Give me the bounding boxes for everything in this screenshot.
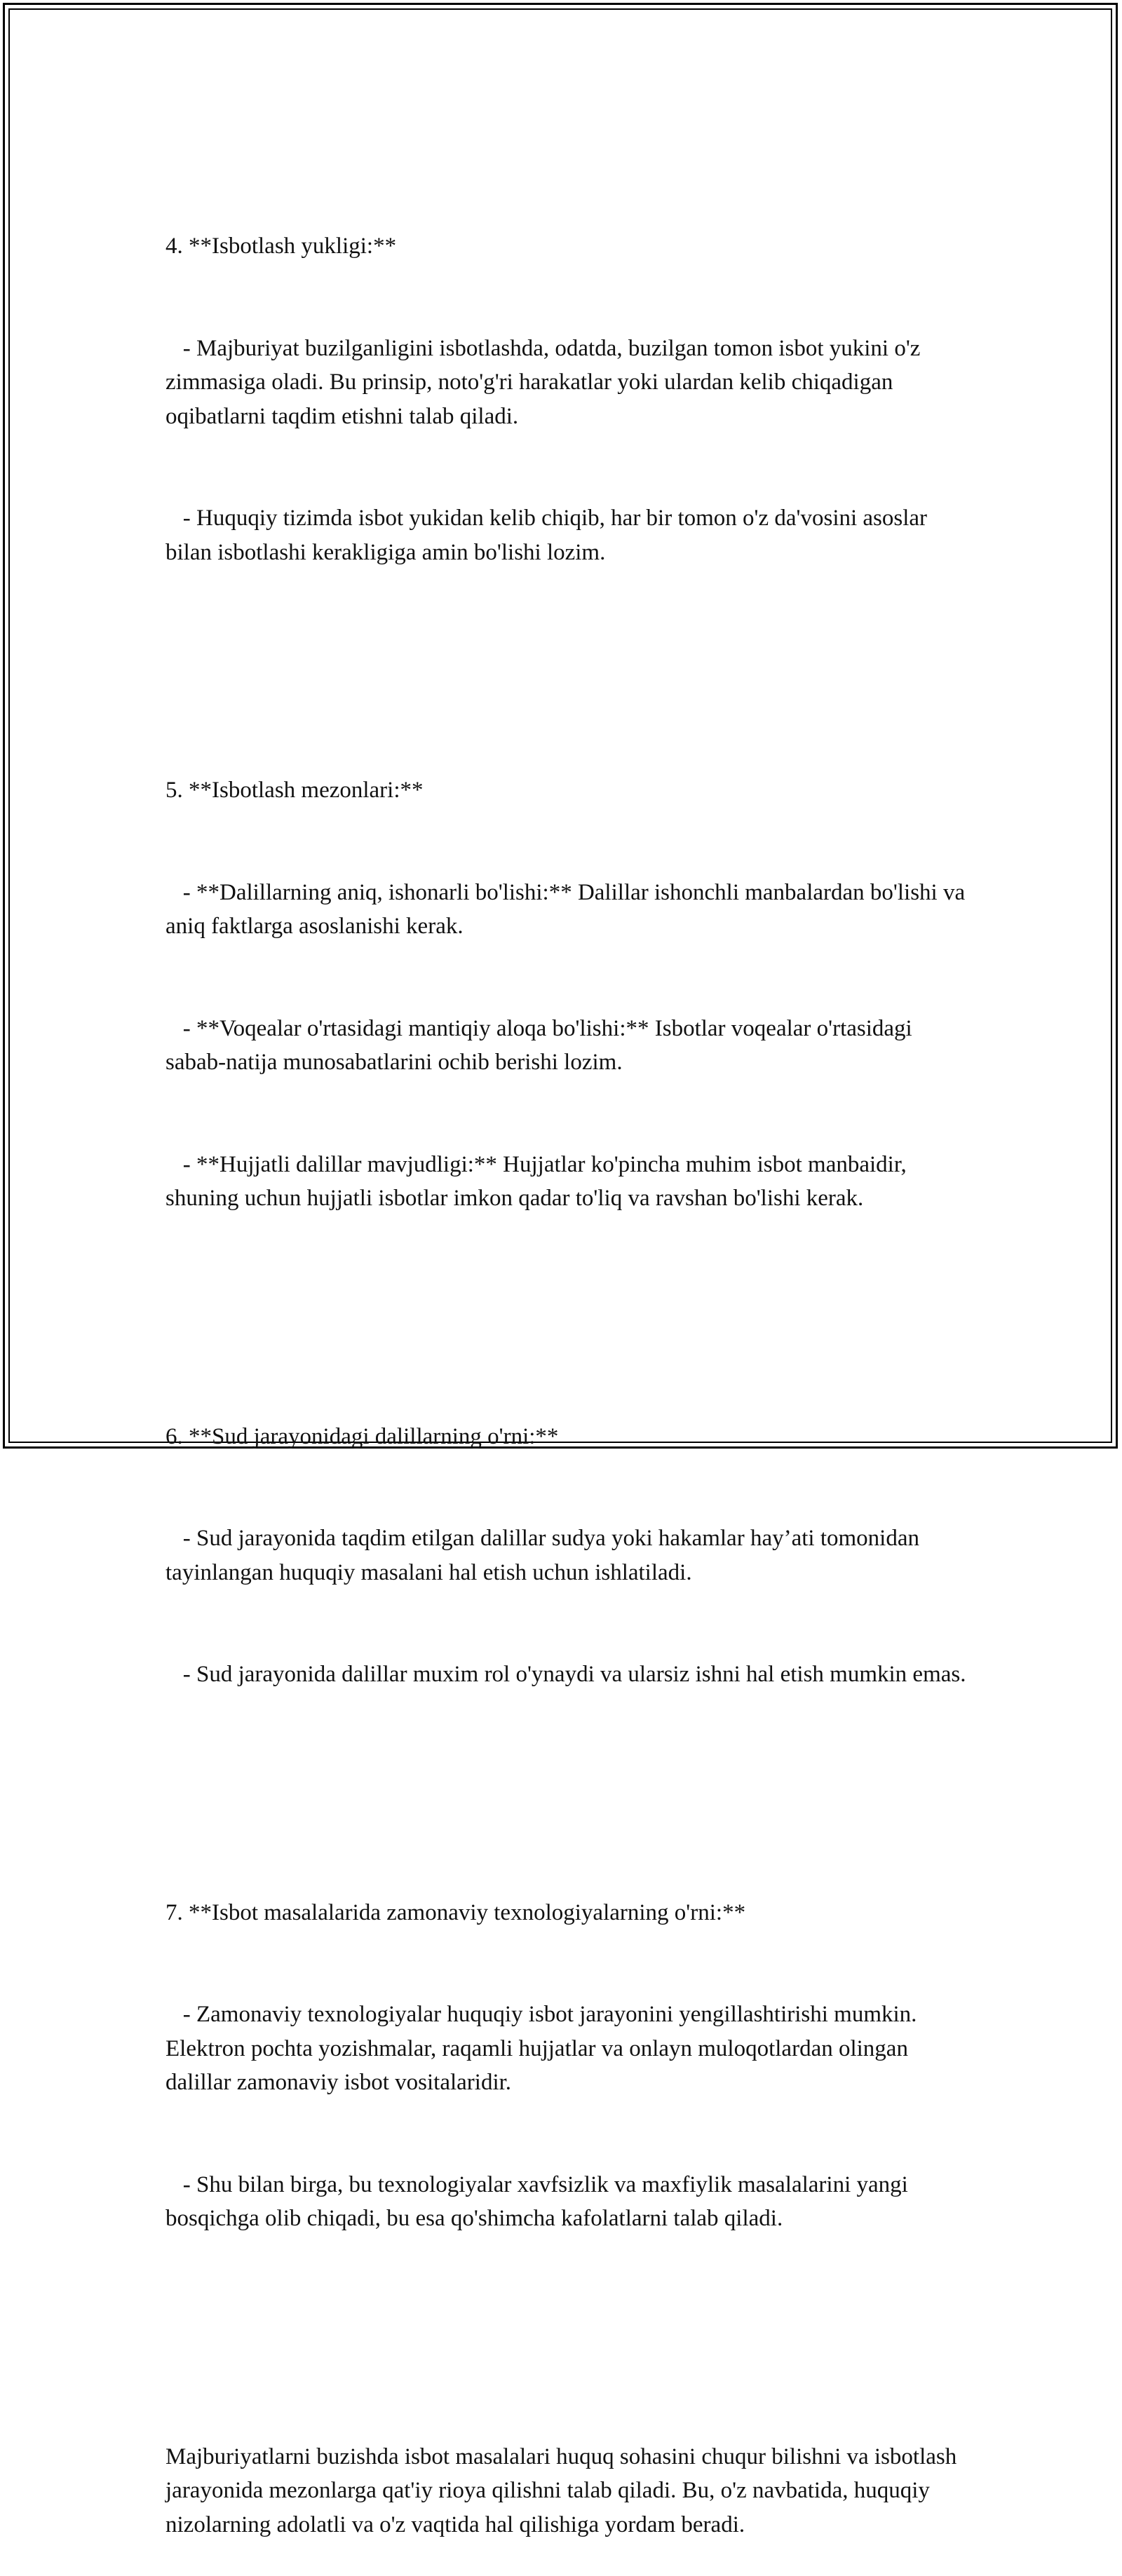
paragraph-gap [165,1760,972,1794]
section-6-item-1: - Sud jarayonida taqdim etilgan dalillar sudya yoki hakamlar hay’ati tomonidan tayinlangan huquqiy masalani hal etish uchun ishlatiladi. [165,1526,926,1585]
section-4-heading: 4. **Isbotlash yukligi:** [165,233,397,259]
section-5-item-3: - **Hujjatli dalillar mavjudligi:** Hujjatlar ko'pincha muhim isbot manbaidir, shuning uchun hujjatli isbotlar imkon qadar to'liq va ravshan bo'lishi kerak. [165,1151,913,1211]
section-7-heading: 7. **Isbot masalalarida zamonaviy texnologiyalarning o'rni:** [165,1899,746,1925]
section-7-item-2: - Shu bilan birga, bu texnologiyalar xavfsizlik va maxfiylik masalalarini yangi bosqichga olib chiqadi, bu esa qo'shimcha kafolatlarni talab qiladi. [165,2171,914,2231]
section-6-heading: 6. **Sud jarayonidagi dalillarning o'rni:** [165,1423,559,1449]
section-5-heading: 5. **Isbotlash mezonlari:** [165,778,424,803]
section-6-item-2: - Sud jarayonida dalillar muxim rol o'ynaydi va ularsiz ishni hal etish mumkin emas. [165,1662,966,1687]
conclusion-paragraph: Majburiyatlarni buzishda isbot masalalari huquq sohasini chuqur bilishni va isbotlash jarayonida mezonlarga qat'iy rioya qilishni talab qiladi. Bu, o'z navbatida, huquqiy nizolarning adolatli va o'z vaqtida hal qilishiga yordam beradi. [165,2443,963,2537]
document-body [165,161,972,2576]
paragraph-gap [165,637,972,672]
paragraph-gap [165,2304,972,2338]
section-7-item-1: - Zamonaviy texnologiyalar huquqiy isbot jarayonini yengillashtirishi mumkin. Elektron pochta yozishmalar, raqamli hujjatlar va onlayn muloqotlardan olingan dalillar zamonaviy isbot vositalaridir. [165,2002,923,2095]
section-4-item-2: - Huquqiy tizimda isbot yukidan kelib chiqib, har bir tomon o'z da'vosini asoslar bilan isbotlashi kerakligiga amin bo'lishi lozim. [165,506,933,565]
paragraph-gap [165,1284,972,1318]
section-5-item-1: - **Dalillarning aniq, ishonarli bo'lishi:** Dalillar ishonchli manbalardan bo'lishi va aniq faktlarga asoslanishi kerak. [165,879,971,939]
section-4-item-1: - Majburiyat buzilganligini isbotlashda, odatda, buzilgan tomon isbot yukini o'z zimmasiga oladi. Bu prinsip, noto'g'ri harakatlar yoki ulardan kelib chiqadigan oqibatlarni taqdim etishni talab qiladi. [165,335,926,429]
section-5-item-2: - **Voqealar o'rtasidagi mantiqiy aloqa bo'lishi:** Isbotlar voqealar o'rtasidagi sabab-natija munosabatlarini ochib berishi lozim. [165,1015,918,1075]
